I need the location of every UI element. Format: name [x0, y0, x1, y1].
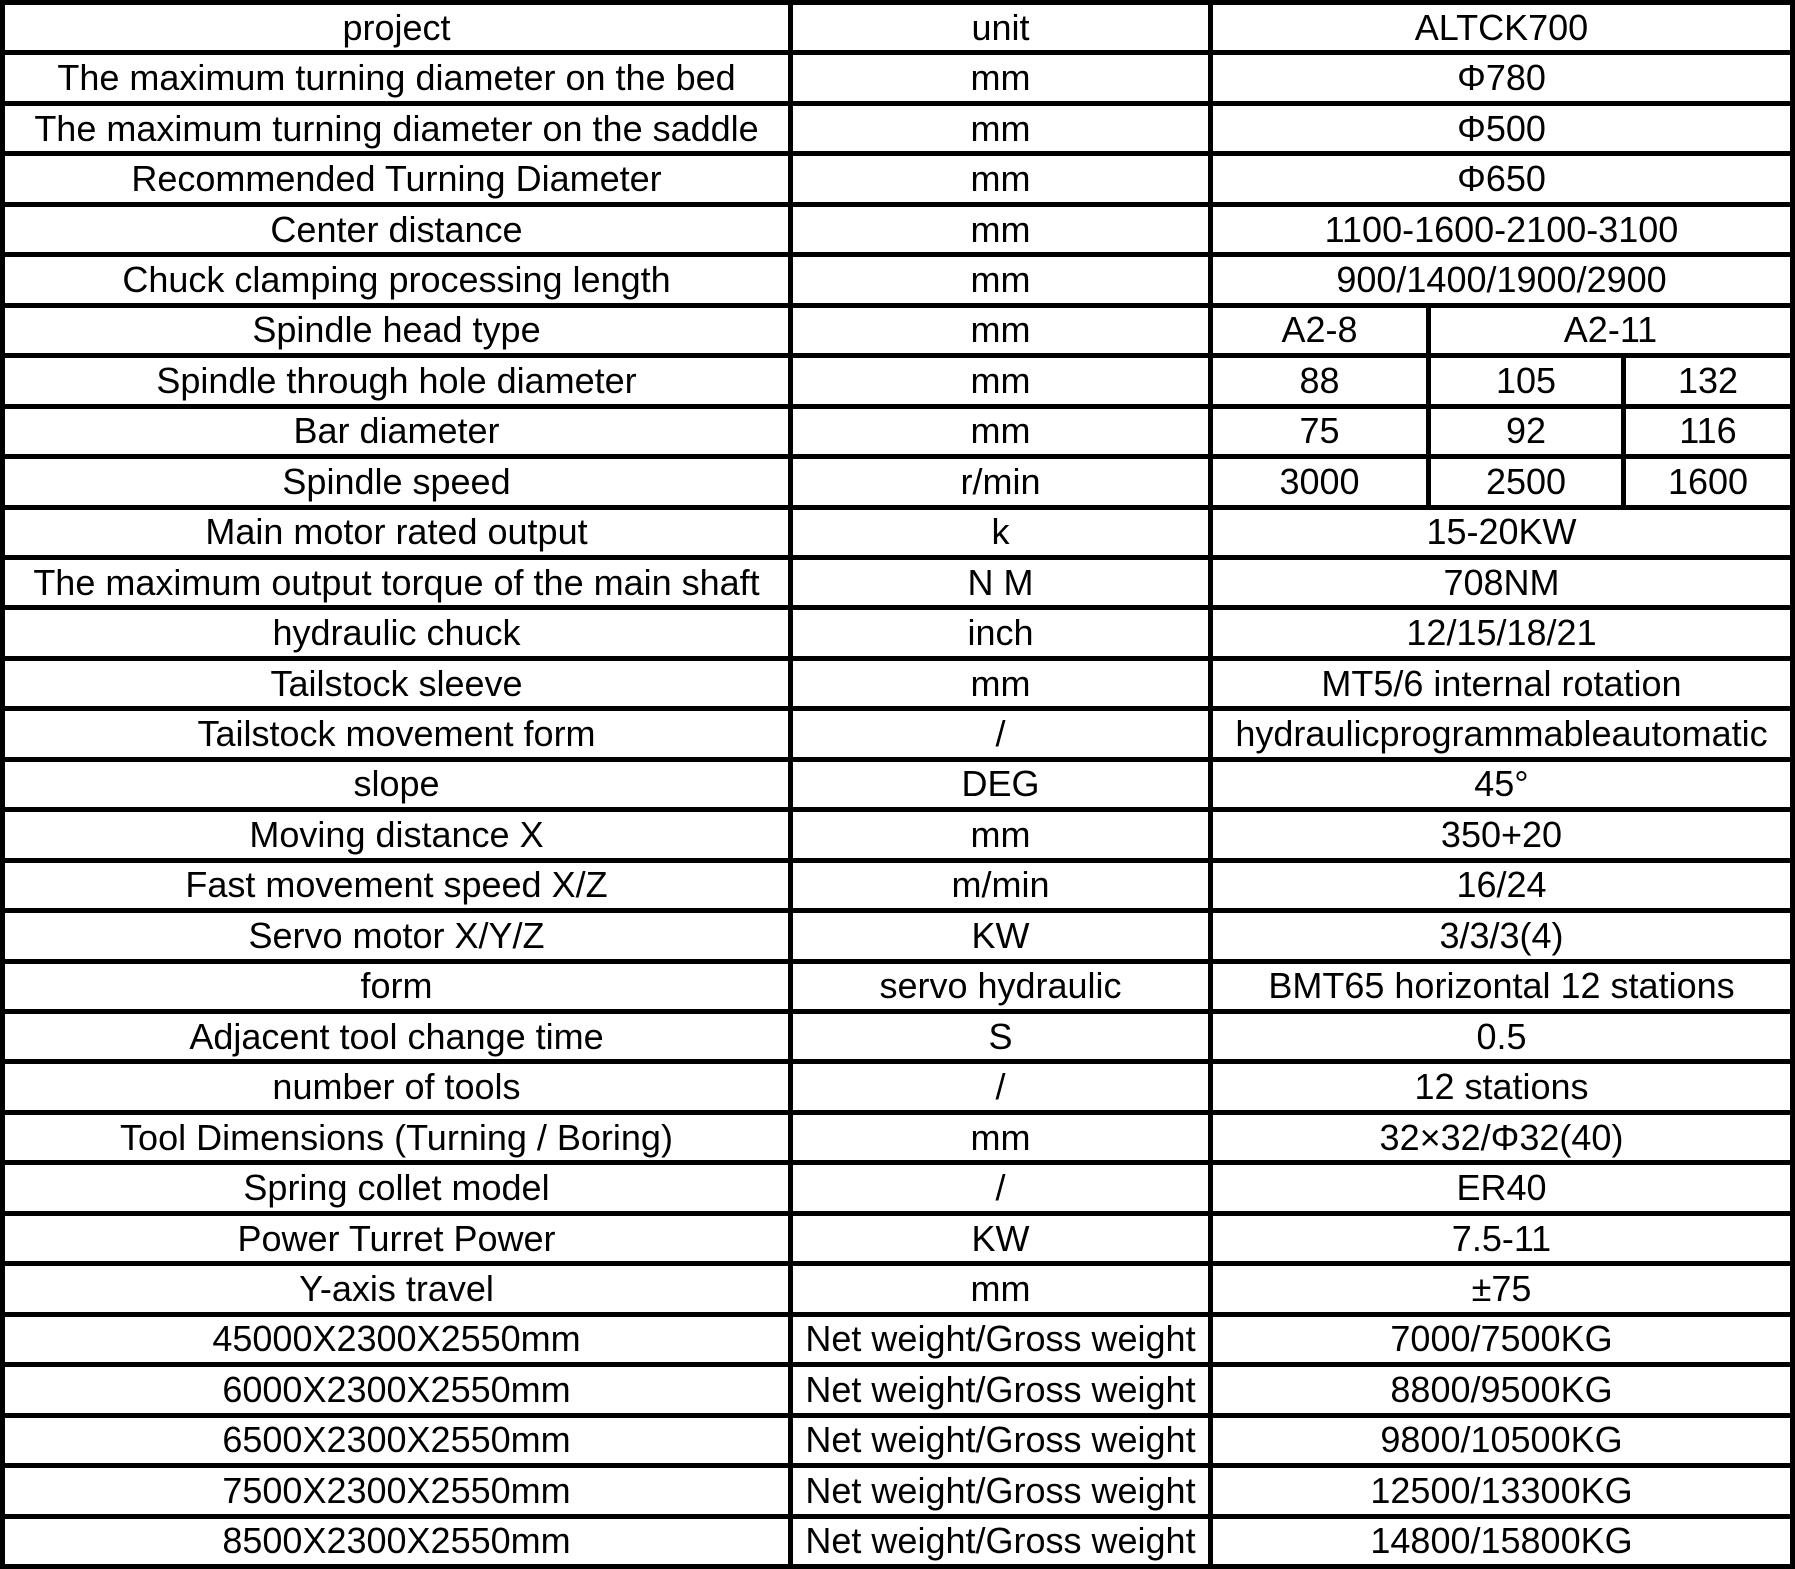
model-header-cell: ALTCK700	[1213, 5, 1790, 50]
unit-cell: S	[793, 1014, 1208, 1059]
unit-header-cell: unit	[793, 5, 1208, 50]
unit-cell: mm	[793, 257, 1208, 302]
project-cell: Bar diameter	[5, 409, 788, 454]
unit-cell: m/min	[793, 863, 1208, 908]
project-cell: The maximum output torque of the main shaft	[5, 560, 788, 605]
value-cell: 12500/13300KG	[1213, 1468, 1790, 1513]
value-cell: 708NM	[1213, 560, 1790, 605]
unit-cell: mm	[793, 409, 1208, 454]
project-cell: hydraulic chuck	[5, 610, 788, 655]
project-cell: Tailstock sleeve	[5, 661, 788, 706]
value-cell: 0.5	[1213, 1014, 1790, 1059]
unit-cell: mm	[793, 55, 1208, 100]
value-cell: A2-11	[1431, 308, 1790, 353]
value-cell: 116	[1626, 409, 1790, 454]
project-cell: The maximum turning diameter on the bed	[5, 55, 788, 100]
project-cell: 6500X2300X2550mm	[5, 1418, 788, 1463]
unit-cell: mm	[793, 207, 1208, 252]
project-cell: form	[5, 964, 788, 1009]
project-cell: Y-axis travel	[5, 1266, 788, 1311]
value-cell: 132	[1626, 358, 1790, 403]
unit-cell: DEG	[793, 762, 1208, 807]
unit-cell: k	[793, 510, 1208, 555]
value-cell: 16/24	[1213, 863, 1790, 908]
value-cell: 3000	[1213, 459, 1426, 504]
value-cell: ER40	[1213, 1165, 1790, 1210]
project-cell: Spindle through hole diameter	[5, 358, 788, 403]
value-cell: 350+20	[1213, 812, 1790, 857]
project-cell: 7500X2300X2550mm	[5, 1468, 788, 1513]
unit-cell: mm	[793, 812, 1208, 857]
project-cell: Moving distance X	[5, 812, 788, 857]
project-cell: Spindle head type	[5, 308, 788, 353]
project-cell: number of tools	[5, 1064, 788, 1109]
value-cell: Φ780	[1213, 55, 1790, 100]
project-cell: Adjacent tool change time	[5, 1014, 788, 1059]
unit-cell: mm	[793, 661, 1208, 706]
project-cell: 45000X2300X2550mm	[5, 1317, 788, 1362]
value-cell: 14800/15800KG	[1213, 1519, 1790, 1564]
unit-cell: mm	[793, 156, 1208, 201]
project-cell: Tool Dimensions (Turning / Boring)	[5, 1115, 788, 1160]
value-cell: 45°	[1213, 762, 1790, 807]
unit-cell: mm	[793, 106, 1208, 151]
unit-cell: mm	[793, 1115, 1208, 1160]
value-cell: 9800/10500KG	[1213, 1418, 1790, 1463]
project-header-cell: project	[5, 5, 788, 50]
value-cell: 105	[1431, 358, 1621, 403]
value-cell: 2500	[1431, 459, 1621, 504]
unit-cell: mm	[793, 358, 1208, 403]
value-cell: 3/3/3(4)	[1213, 913, 1790, 958]
unit-cell: Net weight/Gross weight	[793, 1367, 1208, 1412]
project-cell: Tailstock movement form	[5, 711, 788, 756]
project-cell: Spring collet model	[5, 1165, 788, 1210]
value-cell: 12 stations	[1213, 1064, 1790, 1109]
value-cell: ±75	[1213, 1266, 1790, 1311]
unit-cell: /	[793, 1165, 1208, 1210]
unit-cell: servo hydraulic	[793, 964, 1208, 1009]
value-cell: Φ500	[1213, 106, 1790, 151]
project-cell: Spindle speed	[5, 459, 788, 504]
unit-cell: /	[793, 711, 1208, 756]
value-cell: 900/1400/1900/2900	[1213, 257, 1790, 302]
value-cell: 8800/9500KG	[1213, 1367, 1790, 1412]
value-cell: 75	[1213, 409, 1426, 454]
value-cell: 1100-1600-2100-3100	[1213, 207, 1790, 252]
value-cell: 7.5-11	[1213, 1216, 1790, 1261]
unit-cell: Net weight/Gross weight	[793, 1418, 1208, 1463]
value-cell: 32×32/Φ32(40)	[1213, 1115, 1790, 1160]
unit-cell: /	[793, 1064, 1208, 1109]
value-cell: A2-8	[1213, 308, 1426, 353]
value-cell: 12/15/18/21	[1213, 610, 1790, 655]
value-cell: BMT65 horizontal 12 stations	[1213, 964, 1790, 1009]
project-cell: 8500X2300X2550mm	[5, 1519, 788, 1564]
unit-cell: KW	[793, 1216, 1208, 1261]
project-cell: Servo motor X/Y/Z	[5, 913, 788, 958]
unit-cell: Net weight/Gross weight	[793, 1317, 1208, 1362]
unit-cell: r/min	[793, 459, 1208, 504]
value-cell: 88	[1213, 358, 1426, 403]
value-cell: 92	[1431, 409, 1621, 454]
value-cell: Φ650	[1213, 156, 1790, 201]
unit-cell: mm	[793, 308, 1208, 353]
project-cell: Fast movement speed X/Z	[5, 863, 788, 908]
project-cell: 6000X2300X2550mm	[5, 1367, 788, 1412]
project-cell: slope	[5, 762, 788, 807]
value-cell: 7000/7500KG	[1213, 1317, 1790, 1362]
unit-cell: inch	[793, 610, 1208, 655]
project-cell: Chuck clamping processing length	[5, 257, 788, 302]
unit-cell: mm	[793, 1266, 1208, 1311]
project-cell: Recommended Turning Diameter	[5, 156, 788, 201]
unit-cell: Net weight/Gross weight	[793, 1519, 1208, 1564]
unit-cell: KW	[793, 913, 1208, 958]
unit-cell: Net weight/Gross weight	[793, 1468, 1208, 1513]
project-cell: Power Turret Power	[5, 1216, 788, 1261]
project-cell: Center distance	[5, 207, 788, 252]
project-cell: The maximum turning diameter on the saddle	[5, 106, 788, 151]
value-cell: MT5/6 internal rotation	[1213, 661, 1790, 706]
value-cell: 1600	[1626, 459, 1790, 504]
project-cell: Main motor rated output	[5, 510, 788, 555]
value-cell: 15-20KW	[1213, 510, 1790, 555]
value-cell: hydraulicprogrammableautomatic	[1213, 711, 1790, 756]
unit-cell: N M	[793, 560, 1208, 605]
